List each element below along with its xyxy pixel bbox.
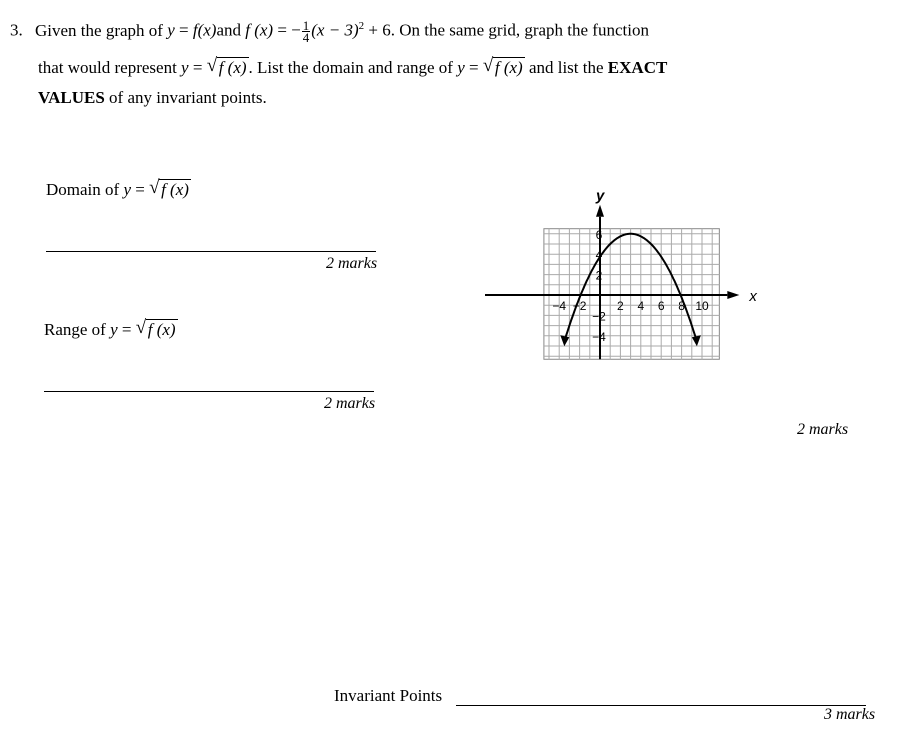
graph[interactable] bbox=[480, 100, 900, 430]
question-text-5: . List the domain and range of bbox=[248, 58, 453, 77]
eq-minus: − bbox=[291, 20, 301, 40]
eq-fx: f (x) bbox=[245, 20, 274, 40]
x-axis-arrow bbox=[727, 291, 739, 299]
grid-border bbox=[544, 229, 719, 360]
eq-exponent: 2 bbox=[358, 20, 365, 32]
range-label: Range of y = √ f (x) bbox=[44, 317, 176, 339]
grid bbox=[544, 229, 719, 360]
eq-y-2: y bbox=[181, 58, 189, 77]
sqrt-fx: √ f (x) bbox=[206, 55, 247, 77]
eq-equals-4: = bbox=[469, 58, 479, 77]
y-tick-label: −4 bbox=[592, 329, 606, 344]
domain-answer-line[interactable] bbox=[46, 251, 376, 252]
y-tick-label: 4 bbox=[595, 248, 603, 263]
y-axis-arrow bbox=[596, 205, 604, 217]
eq-y: y bbox=[167, 20, 175, 40]
y-tick-label: −2 bbox=[592, 309, 606, 324]
question-values: VALUES bbox=[38, 88, 105, 107]
question-text-1: Given the graph of bbox=[35, 20, 163, 40]
y-tick-label: 2 bbox=[595, 268, 603, 283]
question-line-1 bbox=[10, 18, 649, 46]
eq-equals-3: = bbox=[192, 58, 203, 77]
x-tick-label: 2 bbox=[617, 299, 624, 313]
question-line-3 bbox=[38, 88, 267, 108]
question-text-6: and list the bbox=[528, 58, 604, 77]
graph-marks: 2 marks bbox=[797, 421, 849, 438]
eq-f: f bbox=[192, 20, 198, 40]
question-number: 3. bbox=[10, 20, 23, 40]
invariant-marks: 3 marks bbox=[824, 706, 876, 723]
eq-equals-2: = bbox=[277, 20, 287, 40]
x-tick-label: 10 bbox=[695, 299, 709, 313]
question-exact: EXACT bbox=[607, 58, 668, 77]
eq-y-3: y bbox=[457, 58, 465, 77]
question-text-9: of any invariant points. bbox=[109, 88, 267, 107]
eq-plus6: + 6 bbox=[368, 20, 391, 40]
range-answer-line[interactable] bbox=[44, 391, 374, 392]
range-marks: 2 marks bbox=[324, 395, 376, 412]
x-tick-label: 4 bbox=[637, 299, 645, 313]
question-text-4: that would represent bbox=[38, 58, 177, 77]
fraction: $\frac{1}{4}$ bbox=[302, 18, 310, 46]
question-text-3: . On the same grid, graph the function bbox=[390, 20, 649, 40]
eq-x: (x) bbox=[197, 20, 217, 40]
x-tick-label: 8 bbox=[678, 299, 685, 313]
sqrt-fx-2: √ f (x) bbox=[482, 55, 523, 77]
x-axis-label: x bbox=[749, 288, 757, 305]
invariant-label: Invariant Points bbox=[334, 686, 443, 705]
invariant-answer-line[interactable] bbox=[456, 705, 866, 706]
y-tick-label: 6 bbox=[595, 227, 603, 242]
x-tick-label: −2 bbox=[572, 299, 587, 313]
domain-label: Domain of y = √ f (x) bbox=[46, 177, 189, 199]
eq-rest: (x − 3) bbox=[311, 20, 359, 40]
question-text-2: and bbox=[216, 20, 241, 40]
eq-equals: = bbox=[178, 20, 189, 40]
y-axis-label: y bbox=[596, 187, 605, 205]
domain-marks: 2 marks bbox=[326, 255, 378, 272]
x-tick-label: 6 bbox=[657, 299, 665, 313]
x-tick-label: −4 bbox=[552, 299, 567, 313]
question-line-2 bbox=[38, 55, 668, 78]
